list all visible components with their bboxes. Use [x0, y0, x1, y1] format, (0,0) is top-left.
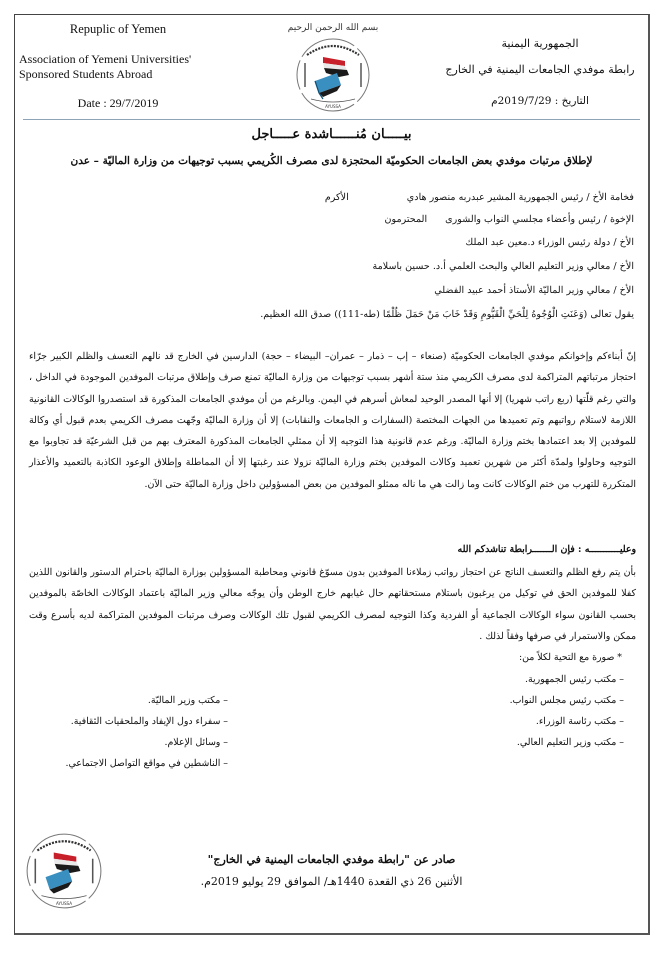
addressee-honorific: الأكرم	[324, 192, 349, 203]
header-org-en-line2: Sponsored Students Abroad	[19, 67, 153, 81]
addressee-line	[384, 213, 634, 227]
header-org-en	[19, 52, 209, 82]
body-paragraph: إنّ أبناءكم وإخوانكم موفدي الجامعات الحكوميّة (صنعاء – إب – ذمار – عمران– البيضاء – حجة) الدارسين في الخارج قد نالهم التعسف والظلم الكبير جرّاء احتجاز مرتباتهم المتراكمة لدى مصرف الكريمي منذ ستة أشهر بسبب توجيهات من وزارة الماليّة تمنع صرف وإطلاق مرتبات الموفدين الموجودة في الداخل ، والتي رغم قلّتها (ربع راتب شهريا) إلا أنها المصدر الوحيد لمعاش أسرهم في اليمن. وبالرغم من أن موفدي الجامعات المذكورة قد استصدروا الوكالات القانونية اللازمة لاستلام رواتبهم وتم تعميدها من الجهات المختصة (السفارات و الجامعات والنقابات) إلا أن وزارة الماليّة وجّهت مصرف الكريمي بعدم قبول أي وكالة للموفدين إلا بعد اعتمادها بختم وزارة الماليّة. ورغم عدم قانونية هذا التوجيه إلا أن ممثلي الجامعات المذكورة المعترف بهم من قبل الشرعيّة قد تجاوبوا مع التوجيه وحاولوا ولمدّة أكثر من شهرين تعميد وكالات الموفدين بختم وزارة الماليّة نزولا عند رغبتها إلا أن المماطلة وإطلاق الوعود الكاذبة بالتعميد والأعذار المتكررة للتهرب من ختم الوكالات كانت وما زالت هي ما ناله ممثلو الموفدين من بعض المسؤولين داخل وزارة الماليّة حتى الآن.	[29, 351, 636, 490]
demand-paragraph: بأن يتم رفع الظلم والتعسف الناتج عن احتجاز رواتب زملاءنا الموفدين بدون مسوّغ قانوني ومحاطبة المسؤولين بوزارة الماليّة باحترام الدستور والقانون اللذين كفلا للموفدين الحق في توكيل من يرغبون باستلام مستحقاتهم حال غيابهم خارج الوطن وأن يوجّه معالي وزير الماليّة باعتماد الوكالات الخاصّة بالموفدين بحسب القانون سواء الوكالات الجماعية أو الفردية وكذا التوجيه لمصرف الكريمي لقبول تلك الوكالات وصرف مرتبات الموفدين المتراكمة لديه بأسرع وقت ممكن والاستمرار في صرفها وفقاً لذلك .	[29, 567, 636, 642]
quran-verse: يقول تعالى (وَعَنَتِ الْوُجُوهُ لِلْحَيِّ الْقَيُّومِ وَقَدْ خَابَ مَنْ حَمَلَ ظُلْمًا (طه-111)) صدق الله العظيم.	[260, 309, 634, 320]
header-logo	[263, 23, 403, 119]
emblem-caption: AYUSSA	[325, 104, 341, 109]
footer-emblem	[23, 830, 105, 912]
cc-right-column	[510, 669, 624, 753]
addressee-line	[434, 284, 634, 298]
cc-item: – مكتب رئيس مجلس النواب.	[509, 695, 624, 706]
addressee-text: الأخ / دولة رئيس الوزراء د.معين عبد الملك	[465, 237, 634, 248]
addressee-text: الإخوة / رئيس وأعضاء مجلسي النواب والشورى	[445, 214, 634, 225]
association-emblem	[293, 35, 373, 115]
cc-left-column	[65, 690, 228, 774]
header-date-ar: التاريخ : 2019/7/29م	[491, 95, 589, 107]
cc-item: – وسائل الإعلام.	[164, 737, 228, 748]
header-country-ar: الجمهورية اليمنية	[501, 37, 579, 50]
statement-title: بيـــــان مُنــــــاشدة عـــــاجل	[251, 127, 412, 142]
header-country-en: Repuplic of Yemen	[69, 22, 167, 36]
header-separator	[23, 119, 640, 120]
issue-date: الأثنين 26 ذي القعدة 1440هـ/ الموافق 29 يوليو 2019م.	[200, 875, 463, 888]
cc-item: – الناشطين في مواقع التواصل الاجتماعي.	[65, 758, 228, 769]
addressee-line	[372, 260, 634, 274]
header-date-en: Date : 29/7/2019	[77, 96, 159, 110]
header-org-ar: رابطة موفدي الجامعات اليمنية في الخارج	[445, 63, 635, 76]
addressee-text: الأخ / معالي وزير الماليّة الأستاذ أحمد عبيد الفضلي	[434, 285, 634, 296]
cc-item: – مكتب وزير الماليّة.	[147, 695, 228, 706]
cc-item: – مكتب وزير التعليم العالي.	[516, 737, 624, 748]
cc-item: – سفراء دول الإيفاد والملحقيات الثقافية.	[70, 716, 228, 727]
footer-emblem-caption: AYUSSA	[55, 900, 73, 906]
cc-item: – مكتب رئيس الجمهورية.	[524, 674, 624, 685]
cc-heading: * صورة مع التحية لكلاً من:	[519, 652, 622, 663]
addressee-text: الأخ / معالي وزير التعليم العالي والبحث العلمي أ.د. حسين باسلامة	[372, 261, 634, 272]
addressee-line	[325, 191, 634, 205]
addressee-line	[465, 236, 634, 250]
therefore-heading: وعليـــــــــــه : فإن الـــــــرابطة تناشدكم الله	[457, 544, 636, 555]
addressee-text: فخامة الأخ / رئيس الجمهورية المشير عبدربه منصور هادي	[406, 192, 634, 203]
addressee-honorific: المحترمون	[384, 214, 428, 225]
issued-by: صادر عن "رابطة موفدي الجامعات اليمنية في الخارج"	[207, 853, 456, 866]
basmala: بسم الله الرحمن الرحيم	[287, 23, 379, 33]
statement-subtitle: لإطلاق مرتبات موفدي بعض الجامعات الحكوميّة المحتجزة لدى مصرف الكُريمي بسبب توجيهات من وزارة الماليّة – عدن	[70, 155, 593, 167]
header-org-en-line1: Association of Yemeni Universities'	[19, 52, 192, 66]
cc-item: – مكتب رئاسة الوزراء.	[535, 716, 624, 727]
document-page	[14, 14, 650, 935]
